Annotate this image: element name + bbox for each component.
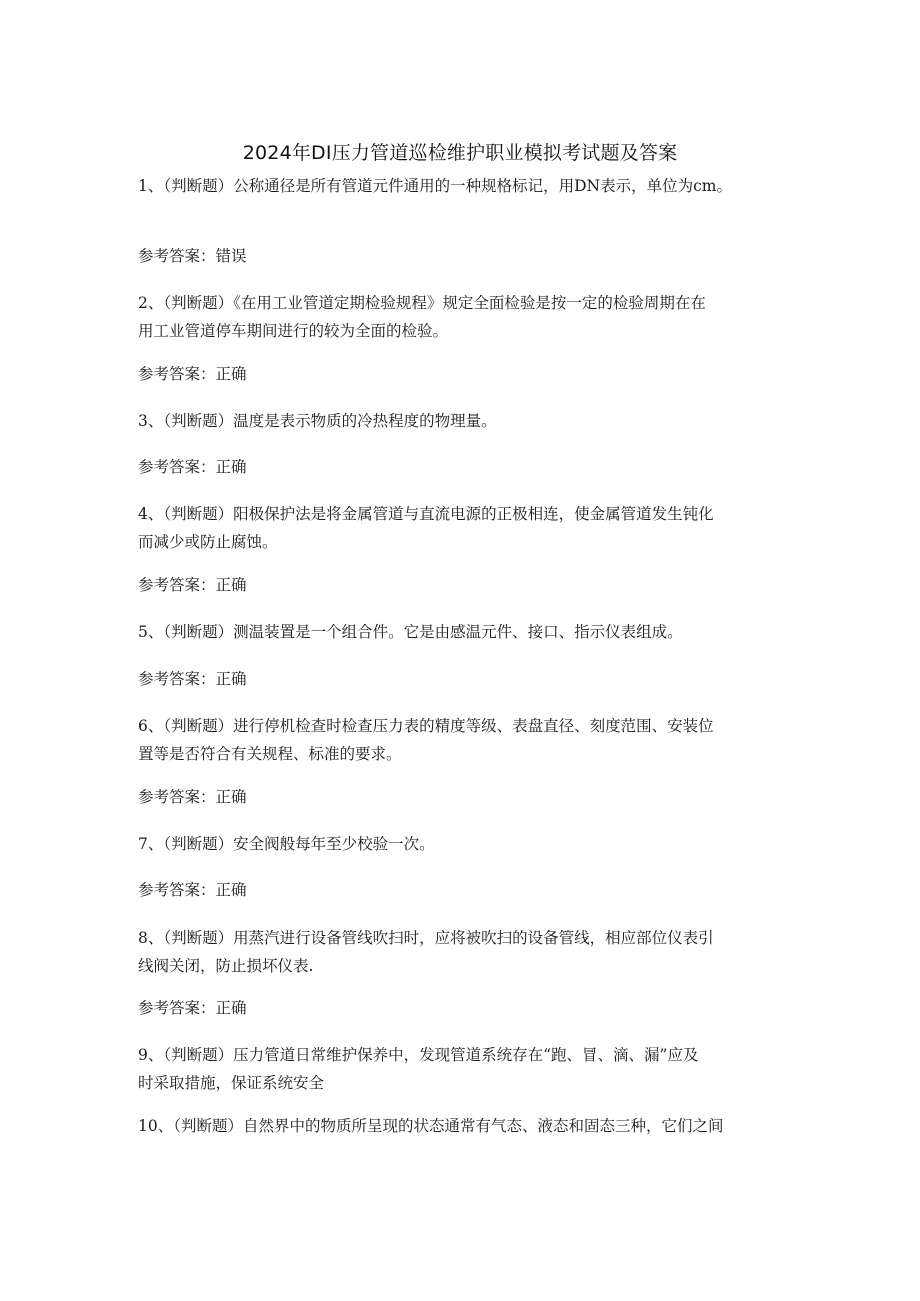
question-6 (138, 712, 788, 768)
answer-5-line-1: 参考答案：正确 (138, 670, 247, 688)
question-4 (138, 500, 788, 556)
answer-6-line-1: 参考答案：正确 (138, 788, 247, 806)
question-3-line-1: 3、（判断题）温度是表示物质的冷热程度的物理量。 (138, 412, 497, 430)
question-4-line-2: 而减少或防止腐蚀。 (138, 533, 278, 551)
answer-3-line-1: 参考答案：正确 (138, 458, 247, 476)
answer-7-line-1: 参考答案：正确 (138, 881, 247, 899)
document-title: 2024年DI压力管道巡检维护职业模拟考试题及答案 (242, 142, 678, 164)
answer-4-line-1: 参考答案：正确 (138, 576, 247, 594)
question-4-line-1: 4、（判断题）阳极保护法是将金属管道与直流电源的正极相连，使金属管道发生钝化 (138, 505, 714, 523)
question-5-line-1: 5、（判断题）测温装置是一个组合件。它是由感温元件、接口、指示仪表组成。 (138, 623, 683, 641)
question-6-line-2: 置等是否符合有关规程、标准的要求。 (138, 745, 402, 763)
question-1 (138, 172, 788, 200)
question-9 (138, 1041, 788, 1097)
question-1-line-1: 1、（判断题）公称通径是所有管道元件通用的一种规格标记，用DN表示，单位为cm。 (138, 177, 732, 195)
question-6-line-1: 6、（判断题）进行停机检查时检查压力表的精度等级、表盘直径、刻度范围、安装位 (138, 717, 714, 735)
question-2-line-2: 用工业管道停车期间进行的较为全面的检验。 (138, 322, 449, 340)
answer-1-line-1: 参考答案：错误 (138, 247, 247, 265)
answer-2 (138, 360, 788, 388)
question-8-line-1: 8、（判断题）用蒸汽进行设备管线吹扫时，应将被吹扫的设备管线，相应部位仪表引 (138, 929, 714, 947)
question-3 (138, 407, 788, 435)
answer-1 (138, 242, 788, 270)
answer-5 (138, 665, 788, 693)
question-5 (138, 618, 788, 646)
question-10 (138, 1112, 788, 1140)
answer-4 (138, 571, 788, 599)
question-8 (138, 924, 788, 980)
question-10-line-1: 10、（判断题）自然界中的物质所呈现的状态通常有气态、液态和固态三种，它们之间 (138, 1117, 724, 1135)
question-7-line-1: 7、（判断题）安全阀般每年至少校验一次。 (138, 835, 435, 853)
answer-2-line-1: 参考答案：正确 (138, 365, 247, 383)
question-2 (138, 289, 788, 345)
question-9-line-1: 9、（判断题）压力管道日常维护保养中，发现管道系统存在“跑、冒、滴、漏”应及 (138, 1046, 699, 1064)
answer-8-line-1: 参考答案：正确 (138, 999, 247, 1017)
question-2-line-1: 2、（判断题）《在用工业管道定期检验规程》规定全面检验是按一定的检验周期在在 (138, 294, 706, 312)
answer-3 (138, 453, 788, 481)
question-8-line-2: 线阀关闭，防止损坏仪表. (138, 957, 314, 975)
answer-8 (138, 994, 788, 1022)
answer-7 (138, 876, 788, 904)
question-9-line-2: 时采取措施，保证系统安全 (138, 1074, 325, 1092)
answer-6 (138, 783, 788, 811)
question-7 (138, 830, 788, 858)
